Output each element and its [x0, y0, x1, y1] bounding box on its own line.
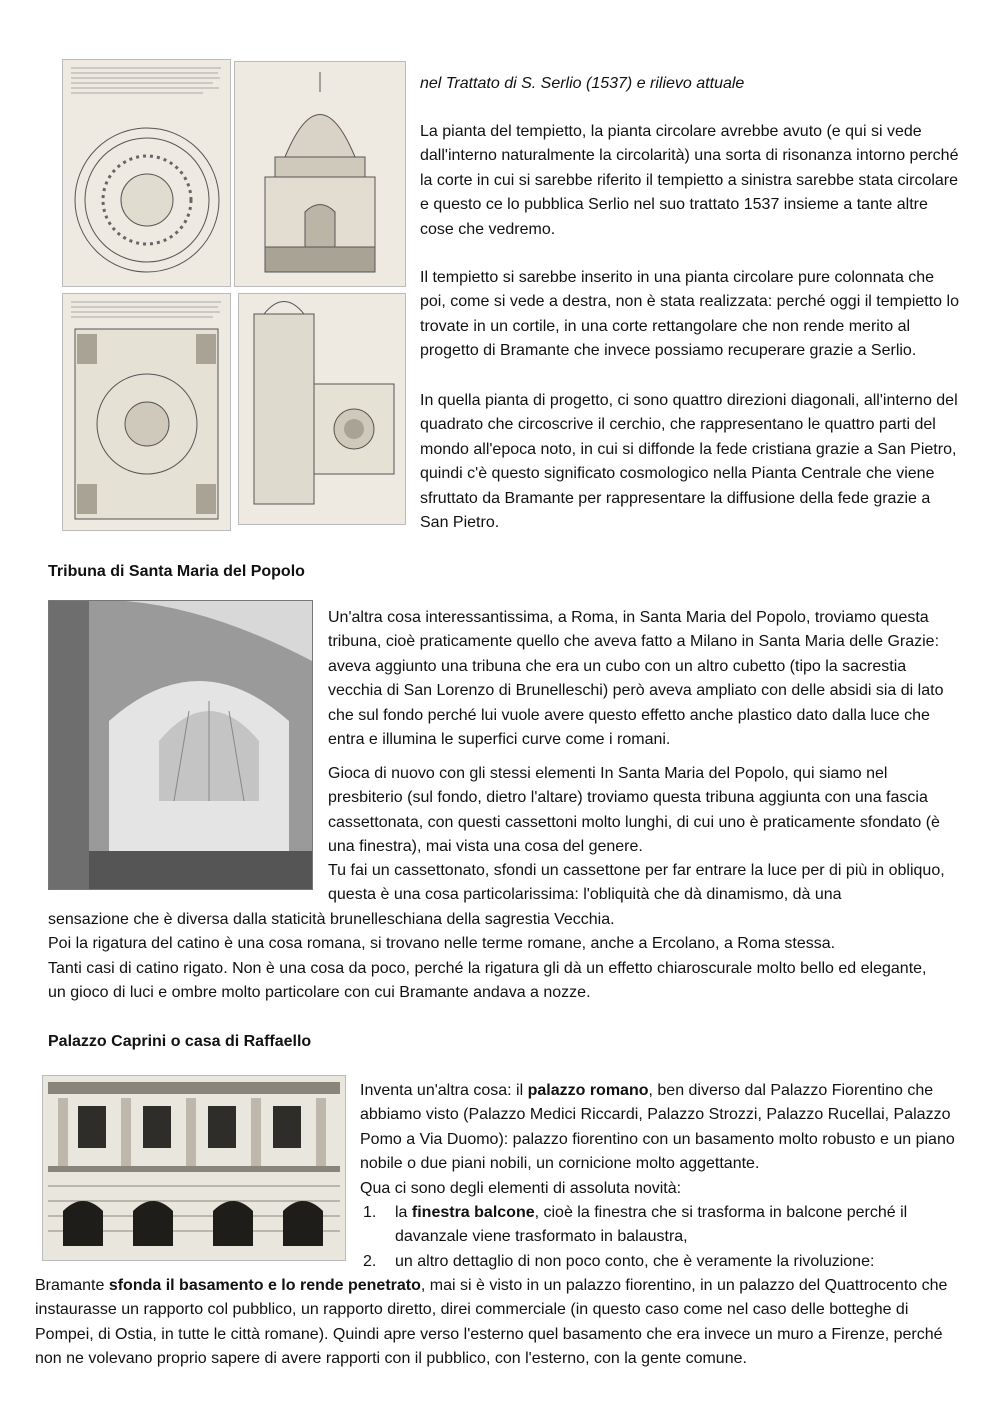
list-item-bold: finestra balcone	[411, 1204, 535, 1221]
caprini-intro	[360, 1079, 960, 1177]
caprini-heading: Palazzo Caprini o casa di Raffaello	[48, 1033, 312, 1050]
serlio-circular-court-plan-image	[62, 59, 231, 287]
tempietto-section-drawing-image	[234, 61, 406, 287]
serlio-plan-drawing-image	[62, 293, 231, 531]
caprini-final-bold: sfonda il basamento e lo rende penetrato	[108, 1277, 421, 1294]
serlio-paragraph-2a: Il tempietto si sarebbe inserito in una pianta circolare pure colonnata che poi, come si vede a destra, non è stata realizzata: perché oggi il tempietto lo trovate in un cortile, in una corte rettangolare che non rende merito al progetto di Bramante che invece possiamo recuperare grazie a Serlio.	[420, 269, 959, 360]
tribuna-interior-photo	[48, 600, 313, 890]
list-item-number: 1.	[363, 1204, 377, 1221]
caprini-novelty-list	[360, 1201, 960, 1274]
palazzo-caprini-facade-engraving	[42, 1075, 346, 1261]
list-item	[360, 1250, 960, 1274]
list-item-text-2: , cioè la finestra che si trasforma in balcone perché il davanzale viene trasformato in balaustra,	[395, 1204, 908, 1246]
caprini-intro-text-2: , ben diverso dal Palazzo Fiorentino che abbiamo visto (Palazzo Medici Riccardi, Palazzo Strozzi, Palazzo Rucellai, Palazzo Pomo a Via Duomo): palazzo fiorentino con un basamento molto robusto e un piano nobile o due piani nobili, un cornicione molto aggettante.	[360, 1082, 955, 1173]
list-item-number: 2.	[363, 1252, 377, 1270]
caprini-novita: Qua ci sono degli elementi di assoluta novità:	[360, 1180, 682, 1197]
serlio-paragraph-2b: In quella pianta di progetto, ci sono quattro direzioni diagonali, all'interno del quadrato che circoscrive il cerchio, che rappresentano le quattro parti del mondo all'epoca noto, in cui si diffonde la fede cristiana grazie a San Pietro, quindi c'è questo significato cosmologico nella Pianta Centrale che viene sfruttato da Bramante per rappresentare la diffusione della fede grazie a San Pietro.	[420, 392, 958, 532]
list-item-text: un altro dettaglio di non poco conto, che è veramente la rivoluzione:	[395, 1252, 875, 1270]
tribuna-paragraph-2a: Gioca di nuovo con gli stessi elementi In Santa Maria del Popolo, qui siamo nel presbiterio (sul fondo, dietro l'altare) troviamo questa tribuna aggiunta con una fascia cassettonata, con questi cassettoni molto lunghi, di cui uno è praticamente sfondato (è una finestra), mai vista una cosa del genere.	[328, 765, 940, 856]
current-survey-plan-image	[238, 293, 406, 525]
serlio-paragraph-1: La pianta del tempietto, la pianta circolare avrebbe avuto (e qui si vede dall'interno naturalmente la circolarità) una sorta di risonanza intorno perché la corte in cui si sarebbe riferito il tempietto a sinistra sarebbe stata circolare e questo ce lo pubblica Serlio nel suo trattato 1537 insieme a tante altre cose che vedremo.	[420, 123, 959, 238]
list-item	[360, 1201, 960, 1250]
tribuna-heading: Tribuna di Santa Maria del Popolo	[48, 563, 305, 580]
serlio-caption: nel Trattato di S. Serlio (1537) e rilievo attuale	[420, 75, 745, 92]
list-item-text: la	[395, 1204, 412, 1221]
tribuna-paragraph-2b: Tu fai un cassettonato, sfondi un cassettone per far entrare la luce per di più in obliquo, questa è una cosa particolarissima: l'obliquità che dà dinamismo, dà una	[328, 862, 945, 904]
tribuna-paragraph-1: Un'altra cosa interessantissima, a Roma, in Santa Maria del Popolo, troviamo questa tribuna, cioè praticamente quello che aveva fatto a Milano in Santa Maria delle Grazie: aveva aggiunto una tribuna che era un cubo con un altro cubetto (tipo la sacrestia vecchia di San Lorenzo di Brunelleschi) però aveva ampliato con delle absidi sia di lato che sul fondo perché lui vuole avere questo effetto anche plastico dato dalla luce che entra e illumina le superfici curve come i romani.	[328, 609, 944, 749]
caprini-intro-bold: palazzo romano	[527, 1082, 649, 1099]
caprini-final-text-2: , mai si è visto in un palazzo fiorentino, in un palazzo del Quattrocento che instaurasse un rapporto col pubblico, un rapporto diretto, direi commerciale (in questo caso come nel caso delle botteghe di Pompei, di Ostia, in tutte le città romane). Quindi apre verso l'esterno quel basamento che era invece un muro a Firenze, perché non ne volevano proprio sapere di avere rapporti con il pubblico, con l'esterno, con la gente comune.	[35, 1277, 948, 1368]
tribuna-paragraph-2c: sensazione che è diversa dalla staticità brunelleschiana della sagrestia Vecchia.	[48, 911, 615, 928]
caprini-intro-text: Inventa un'altra cosa: il	[360, 1082, 528, 1099]
tribuna-paragraph-4: Tanti casi di catino rigato. Non è una cosa da poco, perché la rigatura gli dà un effetto chiaroscurale molto bello ed elegante, un gioco di luci e ombre molto particolare con cui Bramante andava a nozze.	[48, 960, 927, 1002]
caprini-final-text: Bramante	[35, 1277, 109, 1294]
caprini-final-paragraph	[35, 1274, 960, 1372]
tribuna-paragraph-3: Poi la rigatura del catino è una cosa romana, si trovano nelle terme romane, anche a Ercolano, a Roma stessa.	[48, 935, 836, 952]
